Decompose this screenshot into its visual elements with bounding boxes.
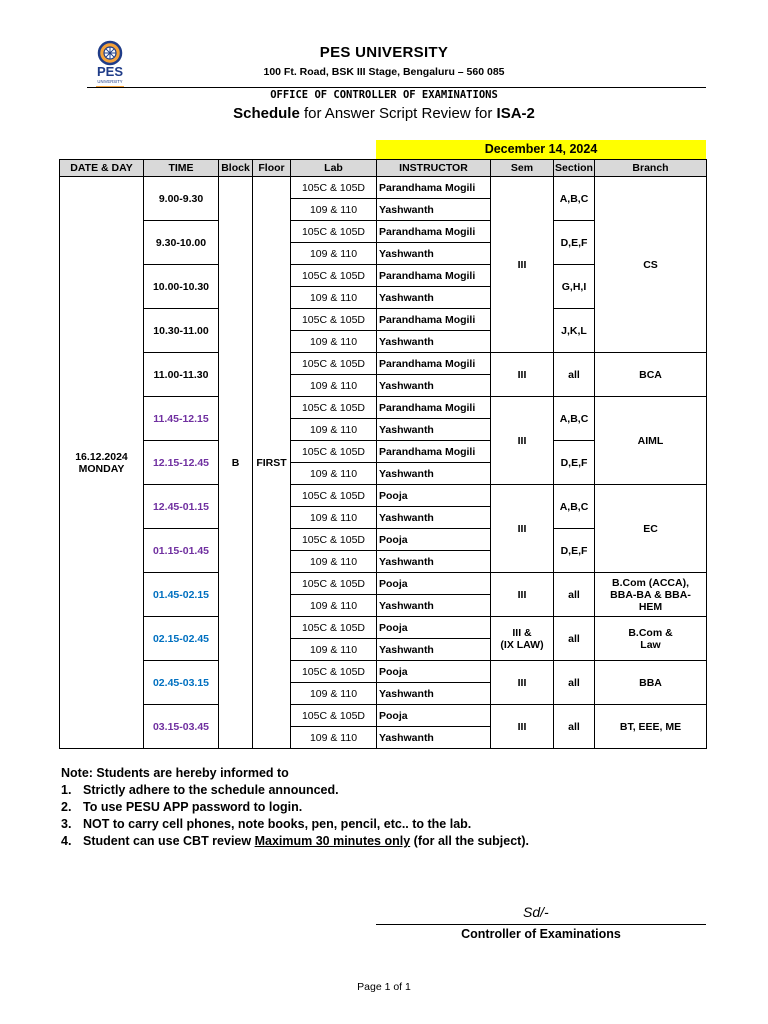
table-row xyxy=(60,485,707,507)
cell-line: BBA-BA & BBA- xyxy=(610,588,691,601)
lab-cell: 105C & 105D xyxy=(291,573,377,595)
lab-cell: 105C & 105D xyxy=(291,309,377,331)
lab-cell: 105C & 105D xyxy=(291,529,377,551)
lab-cell: 105C & 105D xyxy=(291,617,377,639)
cell-line: B.Com (ACCA), xyxy=(612,576,689,589)
lab-cell: 109 & 110 xyxy=(291,419,377,441)
branch-cell xyxy=(595,617,707,661)
lab-cell: 109 & 110 xyxy=(291,463,377,485)
lab-cell: 105C & 105D xyxy=(291,353,377,375)
table-row xyxy=(60,705,707,727)
cell-line: Law xyxy=(640,638,661,651)
section-cell: all xyxy=(554,617,595,661)
section-cell: A,B,C xyxy=(554,177,595,221)
table-row xyxy=(60,397,707,419)
col-header-instructor: INSTRUCTOR xyxy=(377,160,491,177)
time-cell: 03.15-03.45 xyxy=(144,705,219,749)
instructor-cell: Parandhama Mogili xyxy=(377,309,491,331)
cell-line: III & xyxy=(512,626,532,639)
schedule-title-bold: Schedule xyxy=(233,105,300,122)
time-cell: 11.45-12.15 xyxy=(144,397,219,441)
section-cell: D,E,F xyxy=(554,221,595,265)
lab-cell: 109 & 110 xyxy=(291,727,377,749)
lab-cell: 109 & 110 xyxy=(291,595,377,617)
instructor-cell: Parandhama Mogili xyxy=(377,441,491,463)
cell-line: B.Com & xyxy=(628,626,673,639)
instructor-cell: Yashwanth xyxy=(377,419,491,441)
note-item xyxy=(61,783,529,797)
note-text: Strictly adhere to the schedule announced. xyxy=(83,783,339,797)
note-number: 1. xyxy=(61,783,72,797)
section-cell: D,E,F xyxy=(554,441,595,485)
instructor-cell: Yashwanth xyxy=(377,331,491,353)
lab-cell: 105C & 105D xyxy=(291,705,377,727)
lab-cell: 105C & 105D xyxy=(291,441,377,463)
lab-cell: 109 & 110 xyxy=(291,639,377,661)
sem-cell: III xyxy=(491,485,554,573)
note-number: 3. xyxy=(61,817,72,831)
instructor-cell: Pooja xyxy=(377,573,491,595)
sem-cell: III xyxy=(491,705,554,749)
instructor-cell: Parandhama Mogili xyxy=(377,221,491,243)
instructor-cell: Yashwanth xyxy=(377,375,491,397)
time-cell: 01.15-01.45 xyxy=(144,529,219,573)
note-text-underlined: Maximum 30 minutes only xyxy=(254,834,411,848)
floor-cell: FIRST xyxy=(253,177,291,749)
logo-subtext: UNIVERSITY xyxy=(97,79,123,84)
section-cell: A,B,C xyxy=(554,485,595,529)
time-cell: 01.45-02.15 xyxy=(144,573,219,617)
signature-title: Controller of Examinations xyxy=(461,927,621,941)
branch-cell: AIML xyxy=(595,397,707,485)
note-item xyxy=(61,800,529,814)
table-row xyxy=(60,177,707,199)
cell-line: (IX LAW) xyxy=(500,638,544,651)
note-number: 2. xyxy=(61,800,72,814)
col-header-floor: Floor xyxy=(253,160,291,177)
date-day-cell xyxy=(60,177,144,749)
schedule-table xyxy=(59,159,707,749)
section-cell: all xyxy=(554,661,595,705)
schedule-title xyxy=(0,105,768,122)
lab-cell: 105C & 105D xyxy=(291,265,377,287)
instructor-cell: Yashwanth xyxy=(377,243,491,265)
lab-cell: 109 & 110 xyxy=(291,331,377,353)
lab-cell: 105C & 105D xyxy=(291,485,377,507)
table-row xyxy=(60,617,707,639)
sem-cell: III xyxy=(491,661,554,705)
instructor-cell: Pooja xyxy=(377,529,491,551)
schedule-title-exam: ISA-2 xyxy=(496,105,535,122)
sem-cell: III xyxy=(491,353,554,397)
page-number: Page 1 of 1 xyxy=(357,981,411,993)
note-item xyxy=(61,817,529,831)
lab-cell: 109 & 110 xyxy=(291,243,377,265)
exam-date-banner: December 14, 2024 xyxy=(376,140,706,159)
instructor-cell: Yashwanth xyxy=(377,639,491,661)
section-cell: all xyxy=(554,353,595,397)
col-header-time: TIME xyxy=(144,160,219,177)
instructor-cell: Pooja xyxy=(377,661,491,683)
time-cell: 12.45-01.15 xyxy=(144,485,219,529)
note-text-pre: Student can use CBT review xyxy=(83,834,255,848)
cell-line: HEM xyxy=(638,600,663,613)
instructor-cell: Yashwanth xyxy=(377,463,491,485)
instructor-cell: Yashwanth xyxy=(377,287,491,309)
university-name: PES UNIVERSITY xyxy=(319,44,449,61)
branch-cell xyxy=(595,573,707,617)
col-header-date: DATE & DAY xyxy=(60,160,144,177)
instructor-cell: Pooja xyxy=(377,485,491,507)
col-header-lab: Lab xyxy=(291,160,377,177)
sem-cell: III xyxy=(491,397,554,485)
section-cell: D,E,F xyxy=(554,529,595,573)
note-number: 4. xyxy=(61,834,72,848)
time-cell: 02.45-03.15 xyxy=(144,661,219,705)
instructor-cell: Yashwanth xyxy=(377,595,491,617)
schedule-table-body xyxy=(60,177,707,749)
col-header-section: Section xyxy=(554,160,595,177)
table-row xyxy=(60,353,707,375)
signature-sd: Sd/- xyxy=(523,904,549,920)
lab-cell: 109 & 110 xyxy=(291,199,377,221)
section-cell: J,K,L xyxy=(554,309,595,353)
note-item xyxy=(61,834,529,848)
sem-cell: III xyxy=(491,177,554,353)
table-row xyxy=(60,573,707,595)
note-text-post: (for all the subject). xyxy=(410,834,529,848)
university-address: 100 Ft. Road, BSK III Stage, Bengaluru – 560 085 xyxy=(263,66,505,78)
lab-cell: 105C & 105D xyxy=(291,661,377,683)
section-cell: all xyxy=(554,573,595,617)
col-header-block: Block xyxy=(219,160,253,177)
time-cell: 12.15-12.45 xyxy=(144,441,219,485)
instructor-cell: Parandhama Mogili xyxy=(377,353,491,375)
lab-cell: 109 & 110 xyxy=(291,375,377,397)
instructor-cell: Pooja xyxy=(377,705,491,727)
day-text: MONDAY xyxy=(78,462,125,475)
time-cell: 9.30-10.00 xyxy=(144,221,219,265)
branch-cell: BCA xyxy=(595,353,707,397)
branch-cell: CS xyxy=(595,177,707,353)
instructor-cell: Parandhama Mogili xyxy=(377,397,491,419)
branch-cell: BT, EEE, ME xyxy=(595,705,707,749)
table-header-row xyxy=(60,160,707,177)
office-title: OFFICE OF CONTROLLER OF EXAMINATIONS xyxy=(270,89,498,101)
date-text: 16.12.2024 xyxy=(75,450,128,463)
time-cell: 11.00-11.30 xyxy=(144,353,219,397)
signature-line xyxy=(376,924,706,925)
section-cell: G,H,I xyxy=(554,265,595,309)
time-cell: 10.30-11.00 xyxy=(144,309,219,353)
lab-cell: 109 & 110 xyxy=(291,507,377,529)
header-divider xyxy=(87,87,706,88)
instructor-cell: Parandhama Mogili xyxy=(377,177,491,199)
lab-cell: 109 & 110 xyxy=(291,287,377,309)
lab-cell: 105C & 105D xyxy=(291,397,377,419)
lab-cell: 105C & 105D xyxy=(291,221,377,243)
instructor-cell: Yashwanth xyxy=(377,199,491,221)
note-text: To use PESU APP password to login. xyxy=(83,800,303,814)
section-cell: all xyxy=(554,705,595,749)
note-text: NOT to carry cell phones, note books, pen, pencil, etc.. to the lab. xyxy=(83,817,472,831)
instructor-cell: Pooja xyxy=(377,617,491,639)
time-cell: 10.00-10.30 xyxy=(144,265,219,309)
instructor-cell: Parandhama Mogili xyxy=(377,265,491,287)
time-cell: 9.00-9.30 xyxy=(144,177,219,221)
branch-cell: BBA xyxy=(595,661,707,705)
block-cell: B xyxy=(219,177,253,749)
note-text xyxy=(83,834,529,848)
col-header-sem: Sem xyxy=(491,160,554,177)
schedule-title-text: for Answer Script Review for xyxy=(299,105,497,122)
section-cell: A,B,C xyxy=(554,397,595,441)
table-row xyxy=(60,661,707,683)
notes xyxy=(61,766,529,851)
sem-cell xyxy=(491,617,554,661)
lab-cell: 109 & 110 xyxy=(291,683,377,705)
lab-cell: 105C & 105D xyxy=(291,177,377,199)
instructor-cell: Yashwanth xyxy=(377,727,491,749)
time-cell: 02.15-02.45 xyxy=(144,617,219,661)
lab-cell: 109 & 110 xyxy=(291,551,377,573)
sem-cell: III xyxy=(491,573,554,617)
col-header-branch: Branch xyxy=(595,160,707,177)
instructor-cell: Yashwanth xyxy=(377,551,491,573)
instructor-cell: Yashwanth xyxy=(377,683,491,705)
branch-cell: EC xyxy=(595,485,707,573)
logo-text: PES xyxy=(96,64,124,79)
instructor-cell: Yashwanth xyxy=(377,507,491,529)
notes-title: Note: Students are hereby informed to xyxy=(61,766,289,780)
